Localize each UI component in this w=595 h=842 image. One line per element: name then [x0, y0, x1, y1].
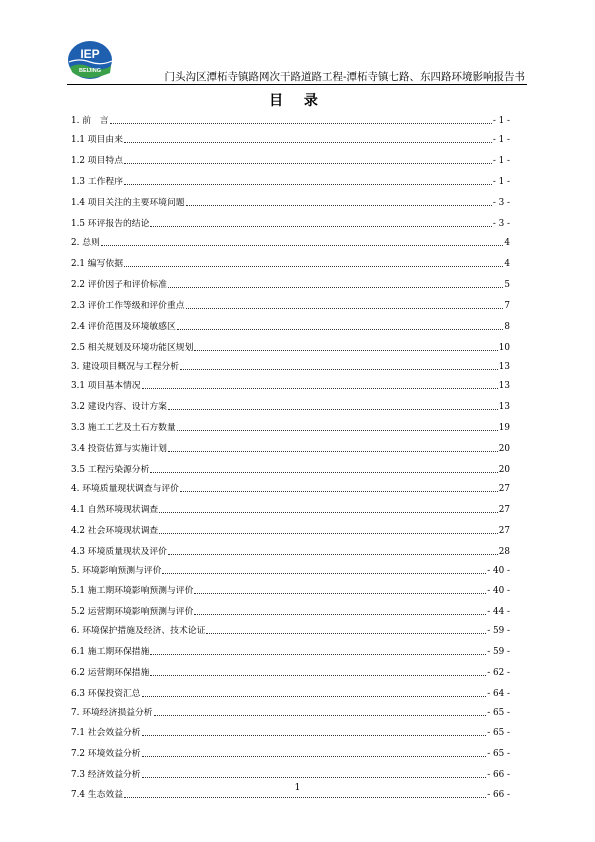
toc-dot-leader	[168, 409, 498, 410]
toc-entry[interactable]	[71, 339, 510, 353]
toc-entry-page: 20	[498, 465, 510, 475]
toc-entry-title: 项目由来	[87, 135, 123, 145]
toc-entry-page: - 1 -	[492, 156, 510, 166]
toc-entry-title: 投资估算与实施计划	[87, 444, 167, 454]
toc-entry[interactable]	[71, 215, 510, 229]
toc-entry-number: 1.1	[71, 135, 85, 145]
toc-entry-title: 运营期环保措施	[87, 668, 150, 678]
toc-entry-page: 27	[498, 484, 510, 494]
page-number: 1	[294, 783, 301, 793]
toc-entry[interactable]	[71, 543, 510, 557]
document-header-title: 门头沟区潭柘寺镇路网次干路道路工程-潭柘寺镇七路、东四路环境影响报告书	[164, 71, 525, 83]
toc-entry-title: 运营期环境影响预测与评价	[87, 607, 194, 617]
toc-dot-leader	[162, 573, 486, 574]
toc-entry-title: 项目特点	[87, 156, 123, 166]
toc-entry[interactable]	[71, 745, 510, 759]
toc-entry-number: 3.	[71, 362, 80, 372]
toc-entry-page: - 40 -	[487, 566, 510, 576]
toc-entry-title: 项目关注的主要环境问题	[87, 198, 185, 208]
toc-dot-leader	[194, 350, 497, 351]
toc-entry-title: 环评报告的结论	[87, 219, 150, 229]
toc-entry[interactable]	[71, 398, 510, 412]
toc-entry-number: 5.2	[71, 607, 85, 617]
toc-entry-title: 项目基本情况	[87, 381, 141, 391]
toc-entry-number: 2.	[71, 238, 80, 248]
toc-dot-leader	[154, 715, 487, 716]
toc-dot-leader	[180, 491, 498, 492]
logo-text: IEP	[80, 47, 100, 61]
toc-dot-leader	[124, 163, 492, 164]
toc-entry-page: 27	[498, 505, 510, 515]
toc-entry[interactable]	[71, 318, 510, 332]
toc-entry-title: 评价工作等级和评价重点	[87, 301, 185, 311]
toc-entry-page: 8	[504, 322, 510, 332]
toc-entry[interactable]	[71, 704, 510, 718]
toc-entry-page: 28	[498, 547, 510, 557]
toc-entry-title: 相关规划及环境功能区规划	[87, 343, 194, 353]
toc-entry[interactable]	[71, 194, 510, 208]
toc-entry[interactable]	[71, 461, 510, 475]
toc-dot-leader	[142, 696, 487, 697]
toc-entry-page: - 3 -	[492, 198, 510, 208]
toc-entry-page: - 40 -	[487, 586, 510, 596]
toc-dot-leader	[168, 287, 503, 288]
toc-dot-leader	[124, 266, 503, 267]
toc-entry-page: - 1 -	[492, 177, 510, 187]
toc-dot-leader	[101, 245, 504, 246]
toc-entry[interactable]	[71, 377, 510, 391]
toc-dot-leader	[186, 308, 504, 309]
toc-entry[interactable]	[71, 664, 510, 678]
toc-entry-number: 2.1	[71, 259, 85, 269]
toc-entry[interactable]	[71, 522, 510, 536]
toc-entry-number: 4.2	[71, 526, 85, 536]
toc-entry-number: 7.1	[71, 728, 85, 738]
toc-entry-page: - 62 -	[487, 668, 510, 678]
toc-entry[interactable]	[71, 173, 510, 187]
toc-entry-number: 3.4	[71, 444, 85, 454]
toc-entry-number: 6.3	[71, 689, 85, 699]
toc-entry-page: 5	[504, 280, 510, 290]
toc-dot-leader	[150, 226, 491, 227]
toc-entry[interactable]	[71, 297, 510, 311]
toc-entry-number: 7.	[71, 708, 80, 718]
toc-entry[interactable]	[71, 152, 510, 166]
toc-entry-title: 施工工艺及土石方数量	[87, 423, 176, 433]
toc-entry-page: - 3 -	[492, 219, 510, 229]
toc-entry-title: 自然环境现状调查	[87, 505, 159, 515]
header-divider	[67, 84, 527, 85]
toc-entry-number: 3.1	[71, 381, 85, 391]
toc-dot-leader	[180, 369, 498, 370]
toc-dot-leader	[177, 329, 504, 330]
toc-entry-number: 4.	[71, 484, 80, 494]
toc-entry-number: 6.2	[71, 668, 85, 678]
toc-entry[interactable]	[71, 501, 510, 515]
toc-entry-page: - 65 -	[487, 708, 510, 718]
toc-entry-title: 编写依据	[87, 259, 123, 269]
toc-entry-title: 施工期环境影响预测与评价	[87, 586, 194, 596]
toc-dot-leader	[159, 512, 498, 513]
toc-entry-page: - 65 -	[487, 749, 510, 759]
toc-entry-title: 工程污染源分析	[87, 465, 150, 475]
toc-entry[interactable]	[71, 622, 510, 636]
toc-dot-leader	[150, 654, 486, 655]
toc-entry-page: 7	[504, 301, 510, 311]
toc-entry-page: 13	[498, 362, 510, 372]
toc-entry-title: 评价因子和评价标准	[87, 280, 167, 290]
logo-subtext: BEIJING	[78, 68, 102, 74]
toc-entry[interactable]	[71, 480, 510, 494]
toc-entry[interactable]	[71, 766, 510, 780]
toc-entry-number: 5.	[71, 566, 80, 576]
toc-dot-leader	[110, 123, 492, 124]
toc-entry-number: 1.4	[71, 198, 85, 208]
toc-entry-title: 环境质量现状调查与评价	[82, 484, 179, 494]
toc-entry-title: 环境质量现状及评价	[87, 547, 167, 557]
toc-entry-title: 环境保护措施及经济、技术论证	[82, 626, 206, 636]
toc-entry-page: - 59 -	[487, 647, 510, 657]
toc-entry[interactable]	[71, 358, 510, 372]
toc-entry-page: 13	[498, 381, 510, 391]
toc-entry[interactable]	[71, 562, 510, 576]
toc-entry-number: 6.1	[71, 647, 85, 657]
toc-dot-leader	[168, 554, 498, 555]
toc-entry-title: 环境影响预测与评价	[82, 566, 162, 576]
toc-dot-leader	[124, 797, 486, 798]
toc-entry-page: 10	[498, 343, 510, 353]
toc-entry-number: 2.2	[71, 280, 85, 290]
toc-entry[interactable]	[71, 276, 510, 290]
toc-entry-page: - 66 -	[487, 770, 510, 780]
iep-logo	[67, 40, 113, 80]
toc-entry-title: 建设项目概况与工程分析	[82, 362, 179, 372]
toc-entry[interactable]	[71, 724, 510, 738]
toc-dot-leader	[206, 633, 486, 634]
toc-dot-leader	[150, 472, 497, 473]
toc-dot-leader	[168, 451, 498, 452]
toc-dot-leader	[186, 205, 492, 206]
toc-entry-title: 建设内容、设计方案	[87, 402, 167, 412]
toc-entry[interactable]	[71, 234, 510, 248]
toc-heading: 目 录	[269, 93, 326, 109]
toc-entry[interactable]	[71, 419, 510, 433]
toc-entry-page: 27	[498, 526, 510, 536]
toc-entry-number: 1.3	[71, 177, 85, 187]
toc-entry-page: - 59 -	[487, 626, 510, 636]
toc-dot-leader	[177, 430, 498, 431]
toc-entry-page: 20	[498, 444, 510, 454]
toc-entry-page: - 66 -	[487, 790, 510, 800]
toc-entry-page: 4	[504, 259, 510, 269]
toc-entry[interactable]	[71, 603, 510, 617]
toc-entry-number: 1.5	[71, 219, 85, 229]
toc-dot-leader	[194, 614, 486, 615]
toc-dot-leader	[124, 184, 492, 185]
toc-entry-page: 13	[498, 402, 510, 412]
toc-entry-number: 1.2	[71, 156, 85, 166]
toc-dot-leader	[142, 388, 498, 389]
toc-entry-title: 生态效益	[87, 790, 123, 800]
toc-entry-title: 环保投资汇总	[87, 689, 141, 699]
toc-entry-number: 7.3	[71, 770, 85, 780]
toc-dot-leader	[159, 533, 498, 534]
toc-entry-number: 7.2	[71, 749, 85, 759]
toc-entry[interactable]	[71, 643, 510, 657]
toc-entry[interactable]	[71, 685, 510, 699]
toc-entry[interactable]	[71, 440, 510, 454]
toc-dot-leader	[124, 142, 492, 143]
toc-entry-number: 1.	[71, 116, 80, 126]
toc-entry-page: - 44 -	[487, 607, 510, 617]
toc-entry-number: 4.3	[71, 547, 85, 557]
toc-dot-leader	[150, 675, 486, 676]
toc-entry-page: - 65 -	[487, 728, 510, 738]
toc-entry-page: 19	[498, 423, 510, 433]
toc-entry-number: 2.3	[71, 301, 85, 311]
toc-entry[interactable]	[71, 255, 510, 269]
toc-dot-leader	[142, 735, 487, 736]
toc-entry-title: 环境经济损益分析	[82, 708, 153, 718]
toc-dot-leader	[142, 756, 487, 757]
toc-entry-number: 5.1	[71, 586, 85, 596]
toc-entry[interactable]	[71, 112, 510, 126]
toc-entry-number: 4.1	[71, 505, 85, 515]
toc-entry-page: - 1 -	[492, 116, 510, 126]
toc-entry-number: 7.4	[71, 790, 85, 800]
toc-entry[interactable]	[71, 131, 510, 145]
toc-entry-title: 社会环境现状调查	[87, 526, 159, 536]
toc-entry-number: 2.4	[71, 322, 85, 332]
toc-entry-number: 6.	[71, 626, 80, 636]
toc-entry-number: 3.3	[71, 423, 85, 433]
toc-entry-title: 工作程序	[87, 177, 123, 187]
toc-entry-title: 环境效益分析	[87, 749, 141, 759]
toc-entry-number: 3.2	[71, 402, 85, 412]
toc-entry-title: 评价范围及环境敏感区	[87, 322, 176, 332]
toc-entry-page: - 1 -	[492, 135, 510, 145]
toc-dot-leader	[194, 593, 486, 594]
toc-entry-title: 施工期环保措施	[87, 647, 150, 657]
toc-dot-leader	[142, 777, 487, 778]
toc-entry-title: 总则	[82, 238, 100, 248]
toc-entry-page: 4	[504, 238, 510, 248]
toc-entry-title: 前 言	[82, 116, 109, 126]
toc-entry-page: - 64 -	[487, 689, 510, 699]
toc-entry-title: 经济效益分析	[87, 770, 141, 780]
toc-entry-number: 2.5	[71, 343, 85, 353]
toc-entry[interactable]	[71, 582, 510, 596]
toc-entry-number: 3.5	[71, 465, 85, 475]
toc-entry-title: 社会效益分析	[87, 728, 141, 738]
